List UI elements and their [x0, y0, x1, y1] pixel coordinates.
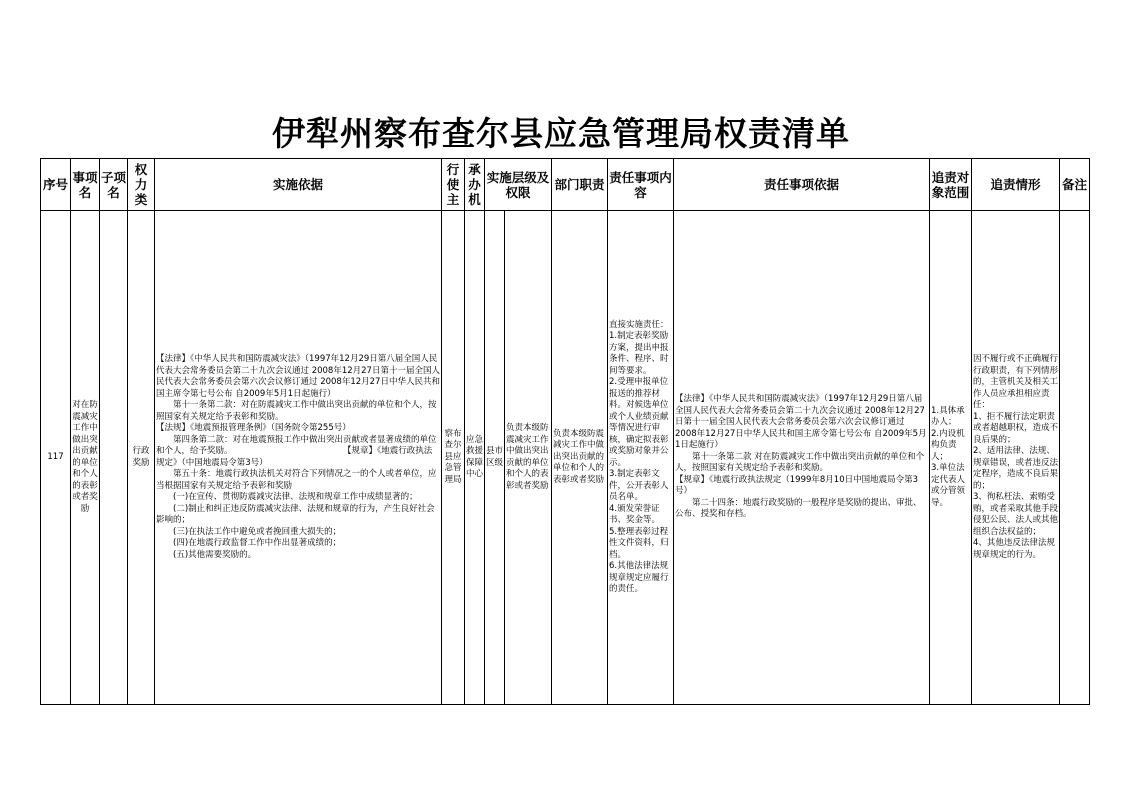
- cell-accountable-scope: 1.具体承办人； 2.内设机构负责人； 3.单位法定代表人或分管领导。: [930, 211, 972, 705]
- cell-resp-content: 直接实施责任： 1.制定表彰奖励方案，提出申报条件、程序、时间等要求。 2.受理申报单位报送的推荐材料。对候选单位或个人业绩贡献等情况进行审核，确定拟表彰或奖励对象并公示。 3.制定表彰文件，公开表彰人员名单。 4.颁发荣誉证书、奖金等。 5.整理表彰过程性文件资料，归档。 6.其他法律法规规章规定应履行的责任。: [608, 211, 674, 705]
- cell-exercising-subject: 察布查尔县应急管理局: [442, 211, 465, 705]
- header-dept-duty: 部门职责: [552, 159, 608, 211]
- cell-sub-item-name: [100, 211, 128, 705]
- page-title: 伊犁州察布查尔县应急管理局权责清单: [272, 114, 850, 153]
- header-resp-basis: 责任事项依据: [674, 159, 930, 211]
- header-sub-item-name: 子项名: [100, 159, 128, 211]
- cell-item-name: 对在防震减灾工作中做出突出贡献的单位和个人的表彰或者奖励: [71, 211, 100, 705]
- header-row: [41, 159, 1090, 211]
- header-seq: 序号: [41, 159, 71, 211]
- table-row: [41, 211, 1090, 705]
- header-level: 实施层级及权限: [485, 159, 552, 211]
- header-basis: 实施依据: [155, 159, 442, 211]
- header-accountable-situation: 追责情形: [972, 159, 1060, 211]
- cell-remark: [1060, 211, 1090, 705]
- cell-resp-basis: 【法律】《中华人民共和国防震减灾法》（1997年12月29日第八届全国人民代表大会常务委员会第二十九次会议通过 2008年12月27日第十一届全国人民代表大会常务委员会第六次会议修订通过 2008年12月27日中华人民共和国主席令第七号公布 自2009年5月1日起施行） 第十一条第二款 对在防震减灾工作中做出突出贡献的单位和个人，按照国家有关规定给予表彰和奖励。 【规章】《地震行政执法规定（1999年8月10日中国地震局令第3号） 第二十四条：地震行政奖励的一般程序是奖励的提出、审批、公布、授奖和存档。: [674, 211, 930, 705]
- cell-level-authority: 负责本级防震减灾工作中做出突出贡献的单位和个人的表彰或者奖励: [505, 211, 552, 705]
- cell-accountable-situation: 因不履行或不正确履行行政职责，有下列情形的，主管机关及相关工作人员应承担相应责任： 1、拒不履行法定职责或者超越职权，造成不良后果的； 2、适用法律、法规、规章错误，或者违反法定程序，造成不良后果的； 3、徇私枉法、索贿受贿，或者采取其他手段侵犯公民、法人或其他组织合法权益的； 4、其他违反法律法规规章规定的行为。: [972, 211, 1060, 705]
- cell-dept-duty: 负责本级防震减灾工作中做出突出贡献的单位和个人的表彰或者奖励: [552, 211, 608, 705]
- responsibility-table: [40, 158, 1090, 705]
- header-accountable-scope: 追责对象范围: [930, 159, 972, 211]
- header-remark: 备注: [1060, 159, 1090, 211]
- cell-seq: 117: [41, 211, 71, 705]
- cell-power-type: 行政奖励: [128, 211, 155, 705]
- cell-level: 县市区级: [485, 211, 505, 705]
- cell-undertaking-body: 应急救援保障中心: [465, 211, 485, 705]
- header-exercising-subject: 行使主: [442, 159, 465, 211]
- header-item-name: 事项名: [71, 159, 100, 211]
- cell-basis: 【法律】《中华人民共和国防震减灾法》（1997年12月29日第八届全国人民代表大会常务委员会第二十九次会议通过 2008年12月27日第十一届全国人民代表大会常务委员会第六次会议修订通过 2008年12月27日中华人民共和国主席令第七号公布 自2009年5月1日起施行） 第十一条第二款：对在防震减灾工作中做出突出贡献的单位和个人，按照国家有关规定给予表彰和奖励。 【法规】《地震预报管理条例》（国务院令第255号） 第四条第二款：对在地震预报工作中做出突出贡献或者显著成绩的单位和个人，给予奖励。 【规章】《地震行政执法规定》（中国地震局令第3号） 第五十条：地震行政执法机关对符合下列情况之一的个人或者单位，应当根据国家有关规定给予表彰和奖励 (一)在宣传、贯彻防震减灾法律、法规和规章工作中成绩显著的； (二)制止和纠正违反防震减灾法律、法规和规章的行为，产生良好社会影响的； (三)在执法工作中避免或者挽回重大损失的； (四)在地震行政监督工作中作出显著成绩的； (五)其他需要奖励的。: [155, 211, 442, 705]
- header-undertaking-body: 承办机: [465, 159, 485, 211]
- header-power-type: 权力类: [128, 159, 155, 211]
- header-resp-content: 责任事项内容: [608, 159, 674, 211]
